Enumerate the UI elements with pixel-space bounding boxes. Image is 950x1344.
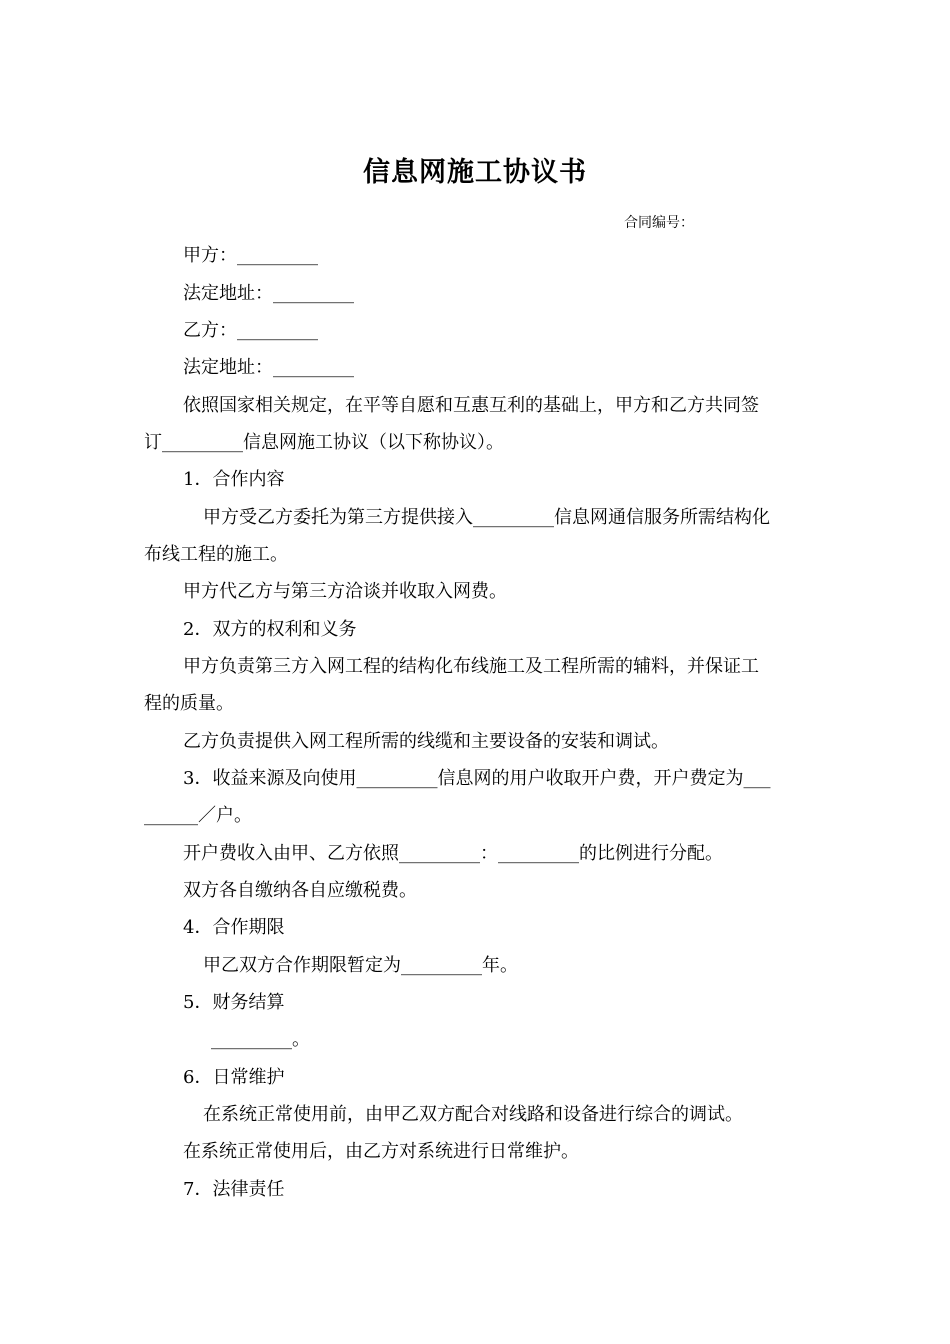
- section-3-line-2: ______／户。: [144, 805, 252, 826]
- section-1-para-2: 甲方代乙方与第三方洽谈并收取入网费。: [183, 581, 507, 602]
- preamble-line-2: 订_________信息网施工协议（以下称协议）。: [144, 432, 504, 453]
- party-a-line: 甲方：_________: [183, 245, 318, 266]
- document-title: 信息网施工协议书: [363, 157, 587, 188]
- section-1-para-1-line-2: 布线工程的施工。: [144, 544, 288, 565]
- section-3-para-2: 开户费收入由甲、乙方依照_________：_________的比例进行分配。: [183, 843, 723, 864]
- section-2-heading: 2．双方的权利和义务: [183, 619, 357, 640]
- section-6-para-2: 在系统正常使用后，由乙方对系统进行日常维护。: [183, 1141, 579, 1162]
- section-2-para-1-line-2: 程的质量。: [144, 693, 234, 714]
- section-6-para-1: 在系统正常使用前，由甲乙双方配合对线路和设备进行综合的调试。: [203, 1104, 743, 1125]
- section-5-para: _________。: [211, 1029, 310, 1050]
- section-4-heading: 4．合作期限: [183, 917, 285, 938]
- party-a-address-line: 法定地址：_________: [183, 283, 354, 304]
- party-b-line: 乙方：_________: [183, 320, 318, 341]
- section-1-para-1-line-1: 甲方受乙方委托为第三方提供接入_________信息网通信服务所需结构化: [203, 507, 770, 528]
- section-2-para-2: 乙方负责提供入网工程所需的线缆和主要设备的安装和调试。: [183, 731, 669, 752]
- section-5-heading: 5．财务结算: [183, 992, 285, 1013]
- section-4-para: 甲乙双方合作期限暂定为_________年。: [203, 955, 518, 976]
- contract-number-label: 合同编号：: [624, 215, 694, 231]
- section-2-para-1-line-1: 甲方负责第三方入网工程的结构化布线施工及工程所需的辅料，并保证工: [183, 656, 759, 677]
- section-3-para-3: 双方各自缴纳各自应缴税费。: [183, 880, 417, 901]
- preamble-line-1: 依照国家相关规定，在平等自愿和互惠互利的基础上，甲方和乙方共同签: [183, 395, 759, 416]
- party-b-address-line: 法定地址：_________: [183, 357, 354, 378]
- section-3-line-1: 3．收益来源及向使用_________信息网的用户收取开户费，开户费定为___: [183, 768, 771, 789]
- section-6-heading: 6．日常维护: [183, 1067, 285, 1088]
- section-1-heading: 1．合作内容: [183, 469, 285, 490]
- section-7-heading: 7．法律责任: [183, 1179, 285, 1200]
